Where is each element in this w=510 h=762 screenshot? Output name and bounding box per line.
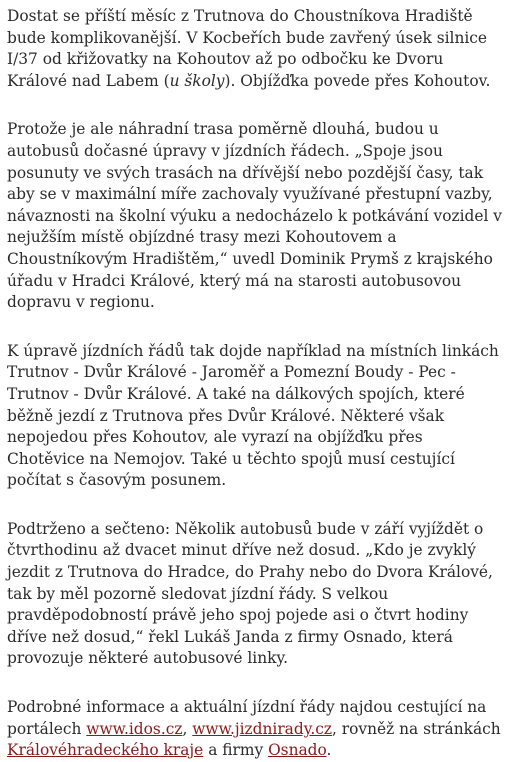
- paragraph-more-info: [7, 697, 505, 762]
- link-kralovehradecky-kraj[interactable]: Královéhradeckého kraje: [7, 741, 204, 760]
- paragraph-quote-pryms: Protože je ale náhradní trasa poměrně dlouhá, budou u autobusů dočasné úpravy v jízdních řádech. „Spoje jsou posunuty ve svých trasách na dřívější nebo pozdější časy, tak aby se v maximální míře zachovaly využívané přestupní vazby, návaznosti na školní výuku a nedocházelo k potkávání vozidel v nejužším místě objízdné trasy mezi Kohoutovem a Choustníkovým Hradištěm,“ uvedl Dominik Prymš z krajského úřadu v Hradci Králové, který má na starosti autobusovou dopravu v regionu.: [7, 120, 502, 312]
- more-info-text-5: .: [326, 741, 332, 760]
- link-idos[interactable]: www.idos.cz: [86, 719, 183, 738]
- link-jizdnirady[interactable]: www.jizdnirady.cz: [192, 719, 332, 738]
- more-info-text-2: ,: [182, 719, 193, 738]
- paragraph-intro-emphasis: u školy: [169, 71, 225, 90]
- paragraph-intro-text-a: Dostat se příští měsíc z Trutnova do Choustníkova Hradiště bude komplikovanější. V Kocbeřích bude zavřený úsek silnice I/37 od křižovatky na Kohoutov až po odbočku ke Dvoru Králové nad Labem (: [7, 7, 488, 90]
- paragraph-summary: Podtrženo a sečteno: Několik autobusů bude v září vyjíždět o čtvrthodinu až dvacet minut dříve než dosud. „Kdo je zvyklý jezdit z Trutnova do Hradce, do Prahy nebo do Dvora Králové, tak by měl pozorně sledovat jízdní řády. S velkou pravděpodobností právě jeho spoj pojede asi o čtvrt hodiny dříve než dosud,“ řekl Lukáš Janda z firmy Osnado, která provozuje některé autobusové linky.: [7, 519, 493, 668]
- more-info-text-3: , rovněž na stránkách: [331, 719, 501, 738]
- paragraph-affected-lines: K úpravě jízdních řádů tak dojde například na místních linkách Trutnov - Dvůr Králové - Jaroměř a Pomezní Boudy - Pec - Trutnov - Dvůr Králové. A také na dálkových spojích, které běžně jezdí z Trutnova přes Dvůr Králové. Některé však nepojedou přes Kohoutov, ale vyrazí na objížďku přes Chotěvice na Nemojov. Také u těchto spojů musí cestující počítat s časovým posunem.: [7, 341, 499, 490]
- paragraph-intro: [7, 6, 505, 92]
- more-info-text-1: Podrobné informace a aktuální jízdní řády najdou cestující na portálech: [7, 698, 487, 738]
- more-info-text-4: a firmy: [203, 741, 269, 760]
- link-osnado[interactable]: Osnado: [268, 741, 327, 760]
- paragraph-intro-text-b: ). Objížďka povede přes Kohoutov.: [224, 71, 491, 90]
